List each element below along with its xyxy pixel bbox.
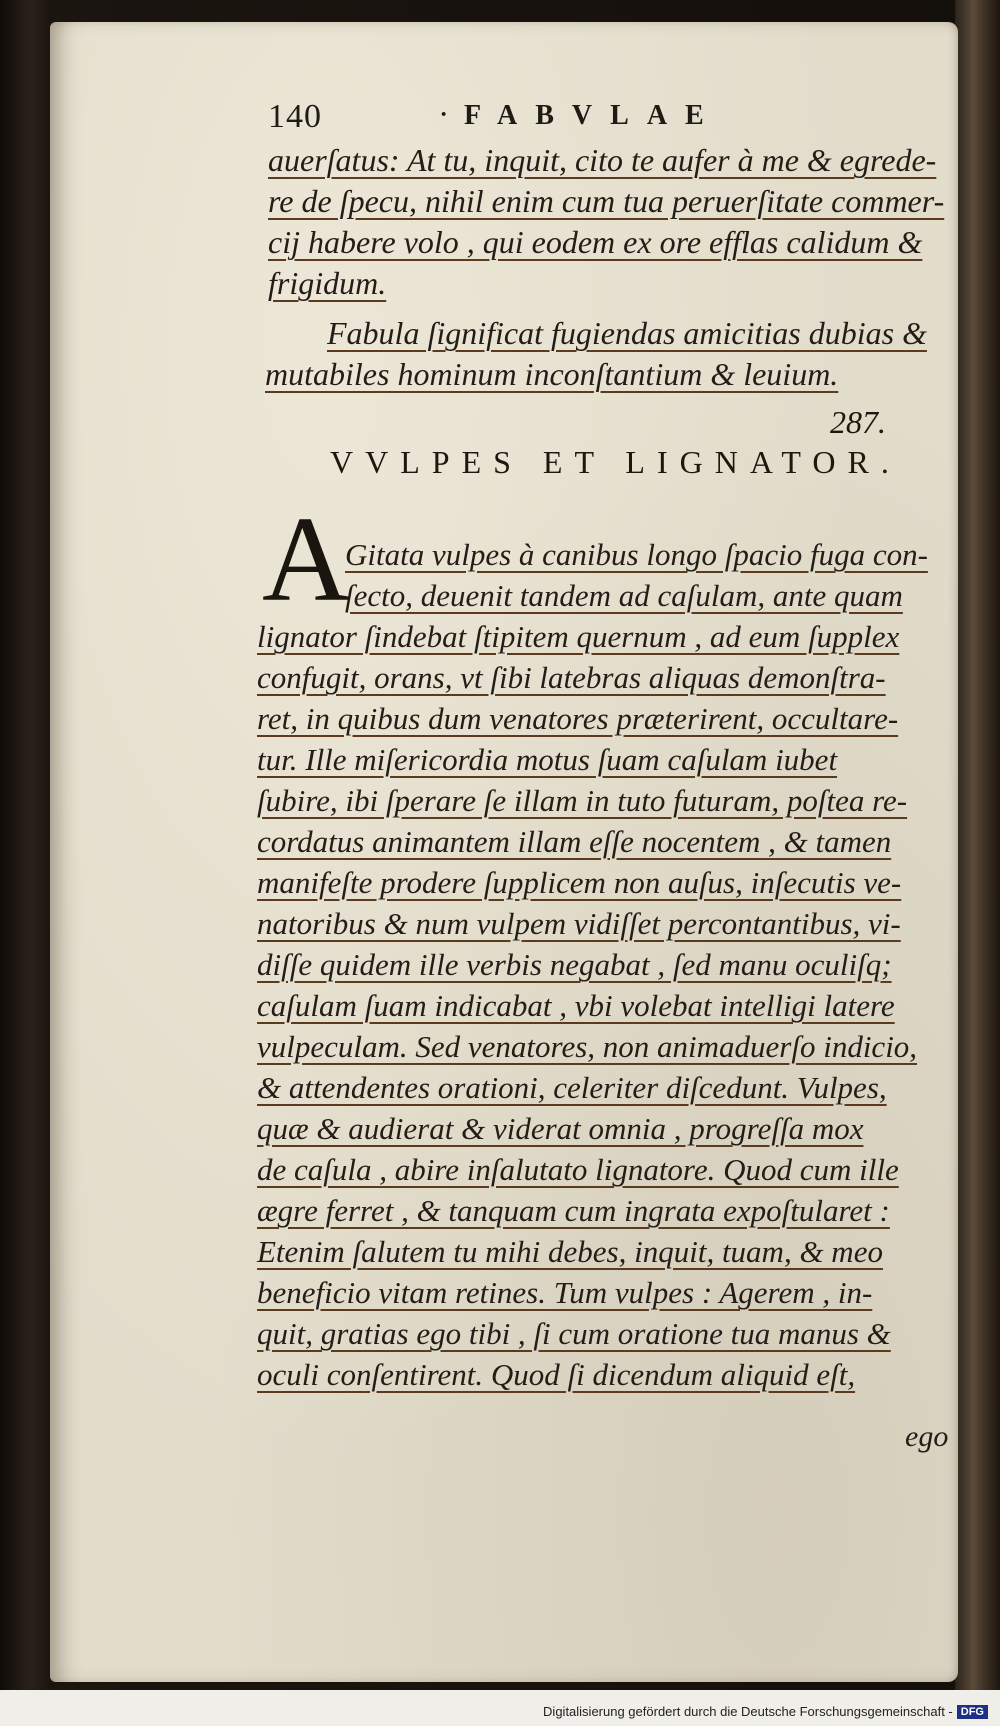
moral-line: Fabula ſignificat fugiendas amicitias dubias & [327, 315, 927, 351]
text-line: re de ſpecu, nihil enim cum tua peruerſitate commer- [268, 183, 945, 219]
fable-moral [265, 313, 927, 395]
credit-text: Digitalisierung gefördert durch die Deutsche Forschungsgemeinschaft - [543, 1704, 953, 1719]
fable-title: VVLPES ET LIGNATOR. [330, 444, 901, 480]
text-line: oculi conſentirent. Quod ſi dicendum aliquid eſt, [257, 1357, 856, 1392]
book-edge [955, 0, 1000, 1726]
text-line: lignator ſindebat ſtipitem quernum , ad eum ſupplex [257, 619, 900, 654]
text-line: quit, gratias ego tibi , ſi cum oratione tua manus & [257, 1316, 891, 1351]
fable-opening-lines [345, 534, 928, 616]
digitization-credit [543, 1704, 988, 1719]
drop-cap: A [262, 492, 351, 627]
moral-line: mutabiles hominum inconſtantium & leuium. [265, 356, 839, 392]
fable-number-annotation: 287. [830, 404, 886, 440]
text-line: caſulam ſuam indicabat , vbi volebat intelligi latere [257, 988, 895, 1023]
previous-fable-ending [268, 140, 944, 304]
text-line: auerſatus: At tu, inquit, cito te aufer à me & egrede- [268, 142, 937, 178]
text-line: manifeſte prodere ſupplicem non auſus, inſecutis ve- [257, 865, 902, 900]
text-line: de caſula , abire inſalutato lignatore. Quod cum ille [257, 1152, 899, 1187]
text-line: cordatus animantem illam eſſe nocentem , & tamen [257, 824, 892, 859]
text-line: confugit, orans, vt ſibi latebras aliquas demonſtra- [257, 660, 886, 695]
text-line: vulpeculam. Sed venatores, non animaduerſo indicio, [257, 1029, 918, 1064]
page-header [268, 98, 868, 138]
page-number: 140 [268, 98, 322, 135]
text-line: natoribus & num vulpem vidiſſet percontantibus, vi- [257, 906, 901, 941]
text-line: Gitata vulpes à canibus longo ſpacio fuga con- [345, 537, 928, 572]
header-separator: · [438, 96, 450, 133]
text-line: Etenim ſalutem tu mihi debes, inquit, tuam, & meo [257, 1234, 883, 1269]
text-line: cij habere volo , qui eodem ex ore efflas calidum & [268, 224, 923, 260]
text-line: ægre ferret , & tanquam cum ingrata expoſtularet : [257, 1193, 890, 1228]
text-line: ret, in quibus dum venatores præterirent, occultare- [257, 701, 899, 736]
fable-body [257, 616, 917, 1395]
catchword: ego [905, 1420, 949, 1453]
running-title: FABVLAE [464, 100, 722, 131]
text-line: frigidum. [268, 265, 387, 301]
text-line: beneficio vitam retines. Tum vulpes : Agerem , in- [257, 1275, 873, 1310]
text-line: tur. Ille miſericordia motus ſuam caſulam iubet [257, 742, 838, 777]
text-line: ſubire, ibi ſperare ſe illam in tuto futuram, poſtea re- [257, 783, 908, 818]
text-line: diſſe quidem ille verbis negabat , ſed manu oculiſq; [257, 947, 892, 982]
dfg-logo: DFG [957, 1705, 988, 1719]
text-line: & attendentes orationi, celeriter diſcedunt. Vulpes, [257, 1070, 887, 1105]
text-line: ſecto, deuenit tandem ad caſulam, ante quam [345, 578, 903, 613]
text-line: quæ & audierat & viderat omnia , progreſſa mox [257, 1111, 864, 1146]
